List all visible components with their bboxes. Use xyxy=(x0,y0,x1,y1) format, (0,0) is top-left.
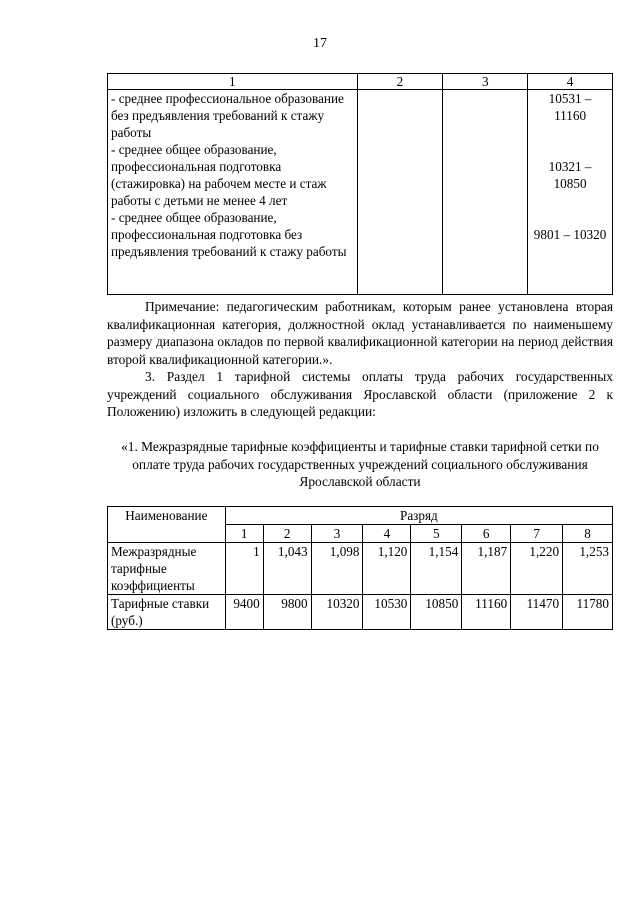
qualification-cell xyxy=(108,90,358,295)
name-header: Наименование xyxy=(108,507,226,543)
salary-range-cell xyxy=(528,90,613,295)
salary-range: 9801 – 10320 xyxy=(533,227,607,242)
rate-cell: 11160 xyxy=(462,595,511,630)
salary-table xyxy=(107,73,613,295)
page-number: 17 xyxy=(313,36,327,51)
grade-header: 3 xyxy=(311,525,363,543)
rate-cell: 10320 xyxy=(311,595,363,630)
coefficient-cell: 1,098 xyxy=(311,543,363,595)
rate-cell: 9800 xyxy=(263,595,311,630)
tariff-table xyxy=(107,506,613,630)
column3-cell xyxy=(443,90,528,295)
grade-header: 2 xyxy=(263,525,311,543)
table-heading: «1. Межразрядные тарифные коэффициенты и тарифные ставки тарифной сетки по оплате труда рабочих государственных учреждений социального обслуживания Ярославской области xyxy=(121,439,599,490)
rate-cell: 10850 xyxy=(411,595,462,630)
column-header: 3 xyxy=(443,74,528,90)
column-header: 2 xyxy=(357,74,443,90)
grade-header: 5 xyxy=(411,525,462,543)
table-row xyxy=(108,90,613,295)
table-header-row xyxy=(108,507,613,525)
qualification-text: - среднее общее образование, профессиональная подготовка (стажировка) на рабочем месте и стаж работы с детьми не менее 4 лет xyxy=(111,142,327,208)
row-name: Межразрядные тарифные коэффициенты xyxy=(108,543,226,595)
note-paragraph xyxy=(107,298,613,368)
salary-range: 10321 – 10850 xyxy=(548,159,592,191)
rate-cell: 11470 xyxy=(511,595,563,630)
grade-header: 8 xyxy=(563,525,613,543)
section-paragraph xyxy=(107,368,613,421)
coefficient-cell: 1,154 xyxy=(411,543,462,595)
coefficient-cell: 1,220 xyxy=(511,543,563,595)
qualification-text: - среднее общее образование, профессиональная подготовка без предъявления требований к стажу работы xyxy=(111,210,347,259)
coefficient-cell: 1,187 xyxy=(462,543,511,595)
qualification-text: - среднее профессиональное образование без предъявления требований к стажу работы xyxy=(111,91,344,140)
coefficient-cell: 1,120 xyxy=(363,543,411,595)
grade-group-header: Разряд xyxy=(225,507,612,525)
coefficient-cell: 1,253 xyxy=(563,543,613,595)
rate-cell: 9400 xyxy=(225,595,263,630)
grade-header: 4 xyxy=(363,525,411,543)
column-header: 1 xyxy=(108,74,358,90)
table-header-row xyxy=(108,74,613,90)
coefficient-cell: 1,043 xyxy=(263,543,311,595)
table-row xyxy=(108,543,613,595)
section-text: 3. Раздел 1 тарифной системы оплаты труда рабочих государственных учреждений социального обслуживания Ярославской области (приложение 2 к Положению) изложить в следующей редакции: xyxy=(107,369,613,420)
coefficient-cell: 1 xyxy=(225,543,263,595)
grade-header: 7 xyxy=(511,525,563,543)
row-name: Тарифные ставки (руб.) xyxy=(108,595,226,630)
grade-header: 6 xyxy=(462,525,511,543)
salary-range: 10531 – 11160 xyxy=(548,91,592,123)
column2-cell xyxy=(357,90,443,295)
grade-header: 1 xyxy=(225,525,263,543)
note-text: Примечание: педагогическим работникам, которым ранее установлена вторая квалификационная категория, должностной оклад устанавливается по наименьшему размеру диапазона окладов по первой квалификационной категории на период действия второй квалификационной категории.». xyxy=(107,299,613,367)
table-row xyxy=(108,595,613,630)
column-header: 4 xyxy=(528,74,613,90)
rate-cell: 10530 xyxy=(363,595,411,630)
rate-cell: 11780 xyxy=(563,595,613,630)
